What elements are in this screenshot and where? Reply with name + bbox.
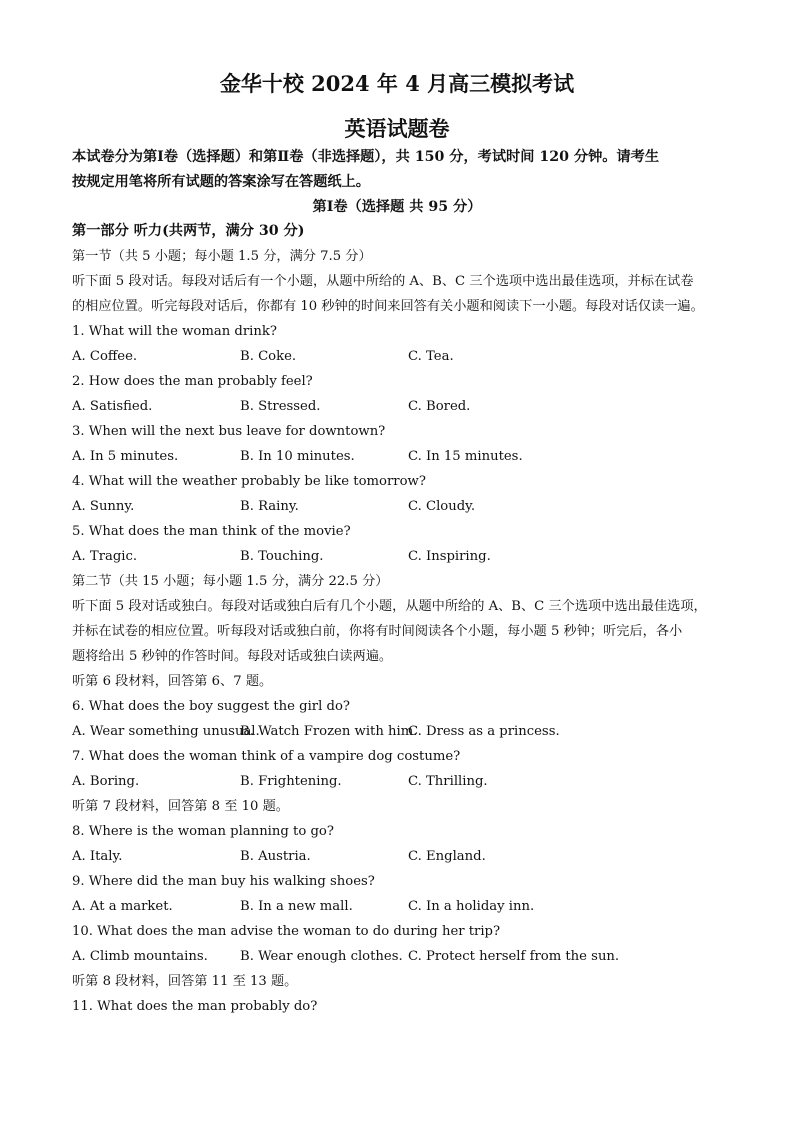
section2-instruction-3: 题将给出 5 秒钟的作答时间。每段对话或独白读两遍。 [72, 649, 393, 664]
option-c: C. Bored. [408, 399, 471, 414]
option-c: C. Dress as a princess. [408, 724, 560, 739]
section2-instruction-1: 听下面 5 段对话或独白。每段对话或独白后有几个小题，从题中所给的 A、B、C 三个选项中选出最佳选项， [72, 599, 707, 614]
option-b: B. Austria. [240, 849, 311, 864]
option-b: B. Rainy. [240, 499, 299, 514]
option-b: B. In a new mall. [240, 899, 353, 914]
question-4: 4. What will the weather probably be like tomorrow? [72, 474, 426, 489]
exam-subtitle: 英语试题卷 [344, 116, 450, 141]
option-b: B. Wear enough clothes. [240, 949, 403, 964]
question-9: 9. Where did the man buy his walking shoes? [72, 874, 375, 889]
option-a: A. Coffee. [72, 349, 138, 364]
option-c: C. In a holiday inn. [408, 899, 535, 914]
question-2: 2. How does the man probably feel? [72, 374, 313, 389]
option-b: B. Touching. [240, 549, 324, 564]
option-c: C. Tea. [408, 349, 454, 364]
option-a: A. Tragic. [72, 549, 138, 564]
option-b: B. Watch Frozen with him. [240, 724, 418, 739]
option-a: A. Wear something unusual. [72, 724, 260, 739]
option-c: C. In 15 minutes. [408, 449, 523, 464]
material-6-note: 听第 6 段材料，回答第 6、7 题。 [72, 674, 273, 689]
option-b: B. Stressed. [240, 399, 321, 414]
question-7: 7. What does the woman think of a vampire dog costume? [72, 749, 461, 764]
volume-heading: 第Ⅰ卷（选择题 共 95 分） [312, 199, 482, 215]
intro-line-1: 本试卷分为第Ⅰ卷（选择题）和第Ⅱ卷（非选择题），共 150 分，考试时间 120 分钟。请考生 [72, 149, 660, 165]
option-a: A. Italy. [72, 849, 123, 864]
option-a: A. Boring. [72, 774, 140, 789]
question-6: 6. What does the boy suggest the girl do? [72, 699, 350, 714]
section2-instruction-2: 并标在试卷的相应位置。听每段对话或独白前，你将有时间阅读各个小题，每小题 5 秒钟；听完后，各小 [72, 624, 683, 639]
section1-heading: 第一节（共 5 小题；每小题 1.5 分，满分 7.5 分） [72, 249, 372, 264]
option-c: C. England. [408, 849, 486, 864]
section1-instruction-1: 听下面 5 段对话。每段对话后有一个小题，从题中所给的 A、B、C 三个选项中选出最佳选项，并标在试卷 [72, 274, 694, 289]
option-c: C. Protect herself from the sun. [408, 949, 620, 964]
material-7-note: 听第 7 段材料，回答第 8 至 10 题。 [72, 799, 289, 814]
part-heading: 第一部分 听力(共两节，满分 30 分) [72, 223, 305, 239]
question-11: 11. What does the man probably do? [72, 999, 318, 1014]
question-10: 10. What does the man advise the woman to do during her trip? [72, 924, 501, 939]
question-5: 5. What does the man think of the movie? [72, 524, 351, 539]
option-a: A. At a market. [72, 899, 173, 914]
question-8: 8. Where is the woman planning to go? [72, 824, 334, 839]
option-b: B. Frightening. [240, 774, 342, 789]
option-c: C. Thrilling. [408, 774, 488, 789]
material-8-note: 听第 8 段材料，回答第 11 至 13 题。 [72, 974, 298, 989]
option-b: B. In 10 minutes. [240, 449, 355, 464]
option-c: C. Cloudy. [408, 499, 476, 514]
option-a: A. Satisfied. [72, 399, 153, 414]
exam-title: 金华十校 2024 年 4 月高三模拟考试 [219, 71, 575, 96]
section1-instruction-2: 的相应位置。听完每段对话后，你都有 10 秒钟的时间来回答有关小题和阅读下一小题。每段对话仅读一遍。 [72, 299, 704, 314]
section2-heading: 第二节（共 15 小题；每小题 1.5 分，满分 22.5 分） [72, 574, 389, 589]
option-a: A. In 5 minutes. [72, 449, 179, 464]
option-b: B. Coke. [240, 349, 297, 364]
option-a: A. Sunny. [72, 499, 135, 514]
question-1: 1. What will the woman drink? [72, 324, 277, 339]
intro-line-2: 按规定用笔将所有试题的答案涂写在答题纸上。 [72, 174, 370, 190]
option-c: C. Inspiring. [408, 549, 491, 564]
option-a: A. Climb mountains. [72, 949, 208, 964]
question-3: 3. When will the next bus leave for downtown? [72, 424, 386, 439]
